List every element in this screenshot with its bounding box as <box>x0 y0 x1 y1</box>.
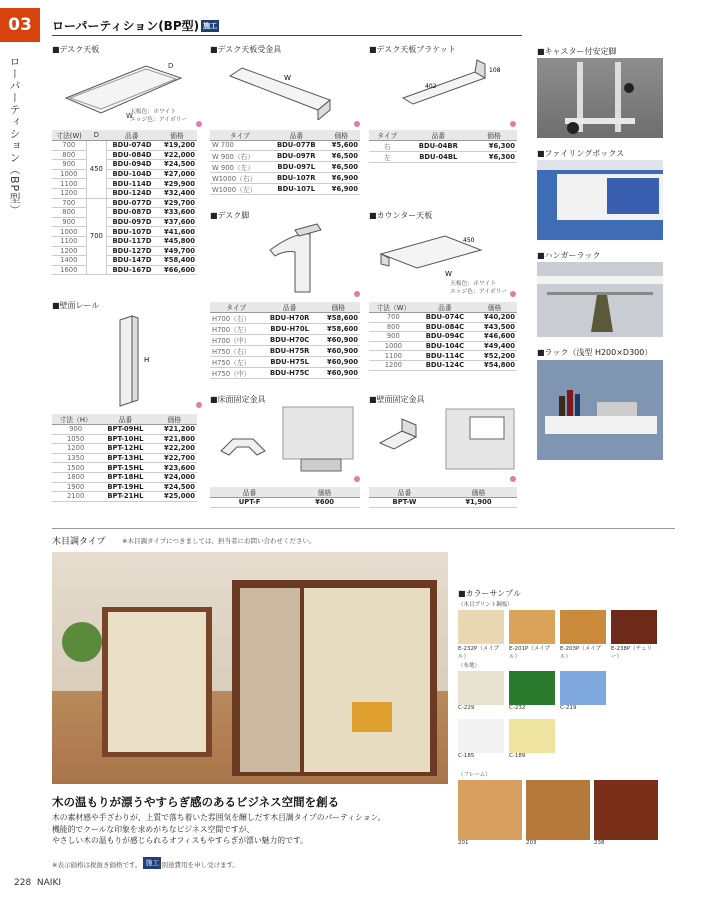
table-row: BPT-W ¥1,900 <box>369 498 517 508</box>
table-row: 1100 BDU-114D ¥29,900 <box>52 179 197 189</box>
floor-fix-table: 品番 価格 UPT-F ¥600 <box>210 487 360 508</box>
wall-fix-table: 品番 価格 BPT-W ¥1,900 <box>369 487 517 508</box>
wall-rail-table: 寸法（H） 品番 価格 900 BPT-09HL ¥21,200 1050 BPT-10HL ¥21,800 1200 BPT-12HL ¥22,200 1350 BPT-13HL ¥22,700 1500 BPT-15HL ¥23,600 1800 BPT-18HL ¥24,000 1900 BPT-19HL ¥24,500 2100 BPT-21HL ¥25,000 <box>52 414 197 502</box>
headline: 木の温もりが漂うやすらぎ感のあるビジネス空間を創る <box>52 795 340 809</box>
section-bracket-receiver: ■デスク天板受金具 <box>210 45 282 54</box>
color-swatch <box>509 671 555 711</box>
section-bracket: ■デスク天板ブラケット <box>369 45 456 54</box>
body-text: 木の素材感や手ざわりが、上質で落ち着いた雰囲気を醸しだす木目調タイプのパーティション。 機能的でクールな印象を求めがちなビジネス空間ですが、 やさしい木の温もりが感じられるオフィスもやすらぎが漂い魅力的です。 <box>52 813 386 845</box>
color-swatch <box>594 780 658 846</box>
side-title: ローパーティション（BP型） <box>8 56 21 217</box>
table-row: 1900 BPT-19HL ¥24,500 <box>52 482 197 492</box>
table-row: 800 BDU-087D ¥33,600 <box>52 208 197 218</box>
frame-sample-label: （フレーム） <box>458 772 491 778</box>
chapter-number: 03 <box>0 8 40 42</box>
table-row: W 700 BDU-077B ¥5,600 <box>212 141 358 150</box>
section-counter: ■カウンター天板 <box>369 211 433 220</box>
section-wall-fix: ■壁面固定金具 <box>369 395 425 404</box>
table-row: 800 BDU-084C ¥43,500 <box>369 322 517 332</box>
table-row: H750（左） BDU-H75L ¥60,900 <box>212 358 358 367</box>
option-caster: ■キャスター付安定脚 <box>537 47 617 56</box>
table-row: 700 700 BDU-077D ¥29,700 <box>52 198 197 208</box>
desk-top-table: 寸法(W) D 品番 価格 700 450 BDU-074D ¥19,200 800 BDU-084D ¥22,000 900 BDU-094D ¥24,500 1000 BDU-104D ¥27,000 1100 BDU-114D ¥29,900 1200 BDU-124D ¥32,400 700 700 BDU-077D ¥29,700 800 BDU-087D ¥33,600 900 BDU-097D ¥37,600 1000 BDU-107D ¥41,600 1100 BDU-117D ¥45,800 1200 BDU-127D ¥49,700 1400 BDU-147D ¥58,400 1600 BDU-167D ¥66,600 <box>52 130 197 275</box>
mark-icon <box>354 291 360 297</box>
table-row: W 900（左） BDU-097L ¥6,500 <box>212 162 358 172</box>
wall-fix-illustration <box>370 405 517 477</box>
desk-leg-table: タイプ 品番 価格 H700（右） BDU-H70R ¥58,600 H700（左） BDU-H70L ¥58,600 H700（中） BDU-H70C ¥60,900 H750（右） BDU-H75R ¥60,900 H750（左） BDU-H75L ¥60,900 H750（中） BDU-H75C ¥60,900 <box>212 304 358 378</box>
swatch-label: 238 <box>594 840 605 846</box>
table-row: W1000（右） BDU-107R ¥6,900 <box>212 173 358 183</box>
cloth-sample-label: （布地） <box>458 663 481 669</box>
caster-photo <box>537 58 663 138</box>
table-row: 1400 BDU-147D ¥58,400 <box>52 256 197 266</box>
table-row: H750（中） BDU-H75C ¥60,900 <box>212 369 358 378</box>
table-row: 1200 BDU-124D ¥32,400 <box>52 188 197 198</box>
table-row: 900 BDU-094D ¥24,500 <box>52 160 197 170</box>
table-row: H700（左） BDU-H70L ¥58,600 <box>212 325 358 334</box>
wood-sample-label: （木目プリント鋼板） <box>458 602 513 608</box>
table-row: H750（右） BDU-H75R ¥60,900 <box>212 347 358 356</box>
table-row: 1100 BDU-114C ¥52,200 <box>369 351 517 361</box>
table-row: 800 BDU-084D ¥22,000 <box>52 150 197 160</box>
table-row: UPT-F ¥600 <box>210 498 360 508</box>
table-row: 1200 BPT-12HL ¥22,200 <box>52 444 197 454</box>
bracket-table: タイプ 品番 価格 右 BDU-04BR ¥6,300 左 BDU-04BL ¥6,300 <box>369 130 517 163</box>
table-row: 1200 BDU-127D ¥49,700 <box>52 246 197 256</box>
desk-leg-illustration <box>265 222 335 294</box>
wall-rail-illustration <box>110 312 160 407</box>
desk-top-dim-d: D <box>168 62 174 70</box>
table-row: 1600 BDU-167D ¥66,600 <box>52 265 197 275</box>
table-row: 1350 BPT-13HL ¥22,700 <box>52 453 197 463</box>
receiver-illustration <box>222 58 332 120</box>
color-swatch <box>526 780 590 846</box>
desk-top-dim-w: W <box>126 112 133 120</box>
color-swatch <box>509 719 555 759</box>
table-row: 900 BPT-09HL ¥21,200 <box>52 425 197 435</box>
color-swatch <box>509 610 555 660</box>
table-row: 右 BDU-04BR ¥6,300 <box>369 141 517 152</box>
mark-icon <box>354 121 360 127</box>
section-wall-rail: ■壁面レール <box>52 301 100 310</box>
table-row: W 900（右） BDU-097R ¥6,500 <box>212 151 358 161</box>
counter-dim-d: 450 <box>463 237 475 244</box>
swatch-label: E-232P（メイプル） <box>458 646 499 660</box>
bracket-illustration <box>395 58 505 116</box>
footnote: ※表示価格は税抜き価格です。 施工 別途費用を申し受けます。 <box>52 859 239 869</box>
color-sample-title: ■カラーサンプル <box>458 589 521 598</box>
office-photo <box>52 552 448 784</box>
table-row: 1000 BDU-107D ¥41,600 <box>52 227 197 237</box>
counter-dim-w: W <box>445 270 452 278</box>
floor-fix-illustration <box>213 405 358 477</box>
counter-table: 寸法（W） 品番 価格 700 BDU-074C ¥40,200 800 BDU-084C ¥43,500 900 BDU-094C ¥46,600 1000 BDU-104C ¥49,400 1100 BDU-114C ¥52,200 1200 BDU-124C ¥54,800 <box>369 302 517 371</box>
filing-box-photo <box>537 160 663 240</box>
swatch-label: C-229 <box>458 705 475 711</box>
bracket-dim-b: 108 <box>489 67 501 74</box>
swatch-label: E-201P（メイプル） <box>509 646 550 660</box>
swatch-label: C-232 <box>509 705 526 711</box>
mark-icon <box>510 476 516 482</box>
receiver-dim: W <box>284 74 291 82</box>
wood-title: 木目調タイプ <box>52 537 106 547</box>
table-row: 1500 BPT-15HL ¥23,600 <box>52 463 197 473</box>
color-swatch <box>458 610 504 660</box>
table-row: 1100 BDU-117D ¥45,800 <box>52 236 197 246</box>
table-row: H700（中） BDU-H70C ¥60,900 <box>212 336 358 345</box>
color-swatch <box>611 610 657 660</box>
table-row: 1000 BDU-104D ¥27,000 <box>52 169 197 179</box>
table-row: 700 BDU-074C ¥40,200 <box>369 313 517 323</box>
color-swatch <box>458 671 504 711</box>
section-floor-fix: ■床面固定金具 <box>210 395 266 404</box>
swatch-label: 203 <box>526 840 537 846</box>
bracket-dim-a: 402 <box>425 83 437 90</box>
table-row: 1800 BPT-18HL ¥24,000 <box>52 472 197 482</box>
option-filing-box: ■ファイリングボックス <box>537 149 625 158</box>
color-swatch <box>560 610 606 660</box>
construction-badge: 施工 <box>203 22 218 30</box>
title-rule <box>52 35 522 36</box>
color-swatch <box>458 780 522 846</box>
wall-rail-dim: H <box>144 356 150 364</box>
table-row: W1000（左） BDU-107L ¥6,900 <box>212 184 358 194</box>
swatch-label: E-203P（メイプル） <box>560 646 601 660</box>
table-row: 1000 BDU-104C ¥49,400 <box>369 341 517 351</box>
option-rack: ■ラック（浅型 H200×D300） <box>537 348 653 357</box>
page-footer: 228 NAIKI <box>14 878 62 888</box>
color-swatch <box>560 671 606 711</box>
color-swatch <box>458 719 504 759</box>
desk-top-note: 天板色：ホワイト エッジ色：アイボリー <box>130 109 188 123</box>
section-desk-leg: ■デスク脚 <box>210 211 250 220</box>
counter-illustration <box>375 224 485 282</box>
receiver-table: タイプ 品番 価格 W 700 BDU-077B ¥5,600 W 900（右） BDU-097R ¥6,500 W 900（左） BDU-097L ¥6,500 W1000（右） BDU-107R ¥6,900 W1000（左） BDU-107L ¥6,900 <box>212 132 358 194</box>
divider <box>52 528 675 529</box>
mark-icon <box>196 121 202 127</box>
table-row: 900 BDU-097D ¥37,600 <box>52 217 197 227</box>
hanger-rack-photo <box>537 262 663 337</box>
table-row: 2100 BPT-21HL ¥25,000 <box>52 492 197 502</box>
page-title: ローパーティション(BP型) 施工 <box>52 19 218 33</box>
wood-note: ※木目調タイプにつきましては、担当者にお問い合わせください。 <box>122 537 316 545</box>
mark-icon <box>354 476 360 482</box>
table-row: 1200 BDU-124C ¥54,800 <box>369 360 517 370</box>
swatch-label: C-219 <box>560 705 577 711</box>
table-row: 900 BDU-094C ¥46,600 <box>369 332 517 342</box>
swatch-label: C-185 <box>458 753 475 759</box>
mark-icon <box>196 402 202 408</box>
swatch-label: C-189 <box>509 753 526 759</box>
section-desk-top: ■デスク天板 <box>52 45 100 54</box>
option-hanger-rack: ■ハンガーラック <box>537 251 601 260</box>
swatch-label: 201 <box>458 840 469 846</box>
mark-icon <box>510 291 516 297</box>
mark-icon <box>510 121 516 127</box>
table-row: H700（右） BDU-H70R ¥58,600 <box>212 314 358 323</box>
table-row: 左 BDU-04BL ¥6,300 <box>369 152 517 163</box>
table-row: 700 450 BDU-074D ¥19,200 <box>52 141 197 151</box>
rack-photo <box>537 360 663 460</box>
counter-note: 天板色：ホワイト エッジ色：アイボリー <box>450 281 508 295</box>
swatch-label: E-238P（チェリー） <box>611 646 653 660</box>
table-row: 1050 BPT-10HL ¥21,800 <box>52 434 197 444</box>
